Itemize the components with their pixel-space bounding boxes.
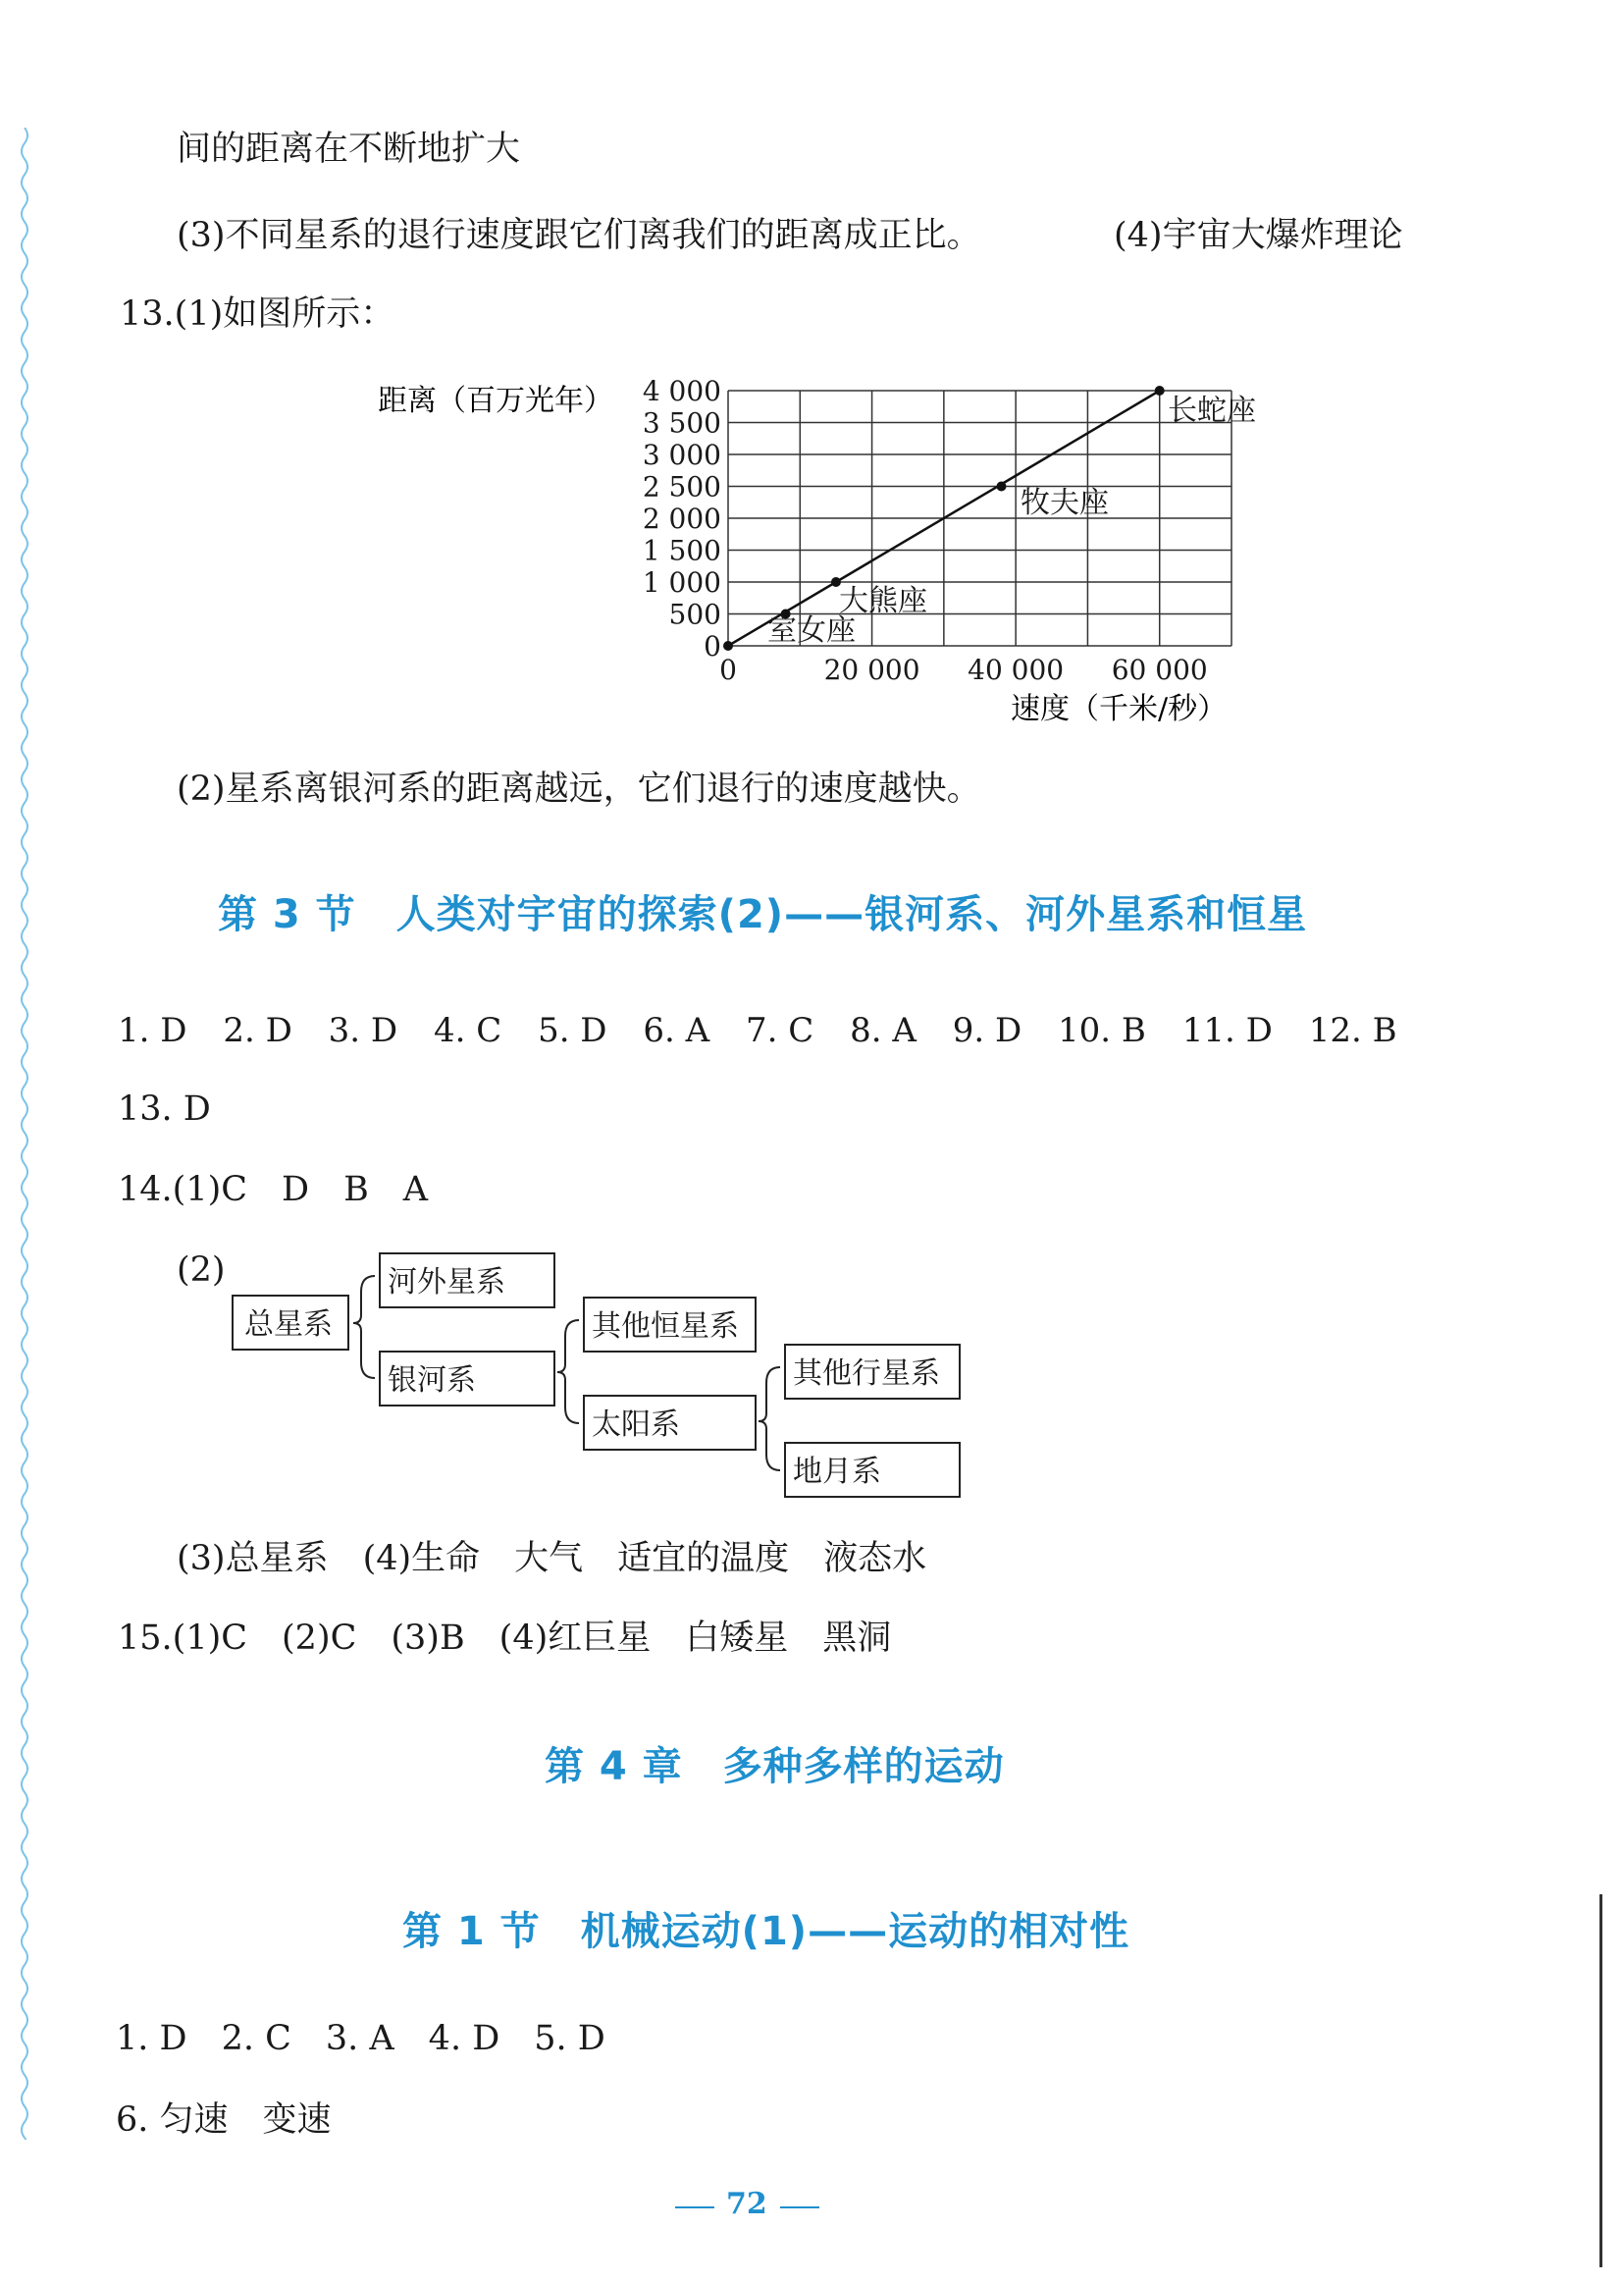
answer-9: 9. D	[952, 1011, 1022, 1050]
chart-xlabel: 速度（千米/秒）	[1011, 692, 1228, 726]
answer-4: 4. C	[433, 1011, 502, 1050]
x-tick-0: 0	[719, 654, 737, 686]
answer-10: 10. B	[1058, 1011, 1146, 1050]
x-tick-1: 20 000	[823, 654, 920, 686]
data-label-1: 室女座	[767, 613, 856, 648]
answer-7: 7. C	[746, 1011, 814, 1050]
answer-5: 5. D	[538, 1011, 607, 1050]
answer-2: 2. D	[223, 1011, 292, 1050]
answer-8: 8. A	[850, 1011, 917, 1050]
footer-dash-left	[675, 2206, 714, 2208]
tree-level2-0: 其他恒星系	[592, 1309, 739, 1344]
section3-answer-14-2-label: (2)	[177, 1250, 226, 1290]
y-tick-8: 0	[704, 630, 721, 663]
chapter4-answer-6: 6. 匀速 变速	[116, 2100, 332, 2140]
tree-brace-2	[557, 1320, 579, 1423]
footer-dash-right	[780, 2206, 819, 2208]
y-tick-2: 3 000	[642, 439, 721, 471]
y-tick-4: 2 000	[642, 503, 721, 535]
data-label-3: 牧夫座	[1021, 486, 1109, 520]
chapter4-heading: 第 4 章 多种多样的运动	[545, 1744, 1005, 1789]
answer-6: 6. A	[643, 1011, 710, 1050]
tree-brace-1	[353, 1276, 375, 1378]
chart-ylabel: 距离（百万光年）	[378, 384, 613, 418]
text-line-3: 13.(1)如图所示：	[120, 294, 395, 334]
data-label-2: 大熊座	[839, 584, 927, 618]
answer-11: 11. D	[1181, 1011, 1273, 1050]
text-line-4: (2)星系离银河系的距离越远，它们退行的速度越快。	[177, 770, 981, 809]
text-line-2a: (3)不同星系的退行速度跟它们离我们的距离成正比。	[177, 216, 981, 255]
tree-level3-0: 其他行星系	[793, 1356, 940, 1391]
y-tick-3: 2 500	[642, 470, 721, 504]
section3-heading: 第 3 节 人类对宇宙的探索(2)——银河系、河外星系和恒星	[218, 892, 1308, 937]
data-label-4: 长蛇座	[1168, 394, 1256, 428]
answer-12: 12. B	[1308, 1011, 1397, 1050]
x-tick-3: 60 000	[1111, 654, 1208, 686]
chapter4-answers-row: 1. D 2. C 3. A 4. D 5. D	[116, 2019, 605, 2058]
page-number: 72	[726, 2187, 767, 2221]
section3-answer-14-1: 14.(1)C D B A	[118, 1170, 429, 1209]
y-tick-0: 4 000	[642, 375, 721, 407]
tree-level1-1: 银河系	[388, 1363, 476, 1398]
answer-3: 3. D	[328, 1011, 398, 1050]
tree-root: 总星系	[244, 1307, 333, 1342]
section3-answer-14-3: (3)总星系 (4)生命 大气 适宜的温度 液态水	[177, 1539, 927, 1578]
y-tick-5: 1 500	[642, 534, 721, 567]
section3-answer-13: 13. D	[118, 1089, 211, 1129]
tree-level1-0: 河外星系	[388, 1265, 505, 1300]
text-line-1: 间的距离在不断地扩大	[177, 130, 521, 169]
tree-brace-3	[759, 1367, 780, 1470]
tree-level3-1: 地月系	[793, 1455, 881, 1489]
answer-1: 1. D	[118, 1011, 187, 1050]
y-tick-1: 3 500	[642, 406, 721, 440]
tree-level2-1: 太阳系	[592, 1407, 680, 1442]
section3-answer-15: 15.(1)C (2)C (3)B (4)红巨星 白矮星 黑洞	[118, 1619, 892, 1658]
y-tick-7: 500	[668, 598, 721, 631]
section1-heading: 第 1 节 机械运动(1)——运动的相对性	[402, 1909, 1130, 1954]
x-tick-2: 40 000	[968, 654, 1065, 686]
text-line-2b: (4)宇宙大爆炸理论	[1114, 216, 1403, 255]
y-tick-6: 1 000	[642, 566, 721, 599]
